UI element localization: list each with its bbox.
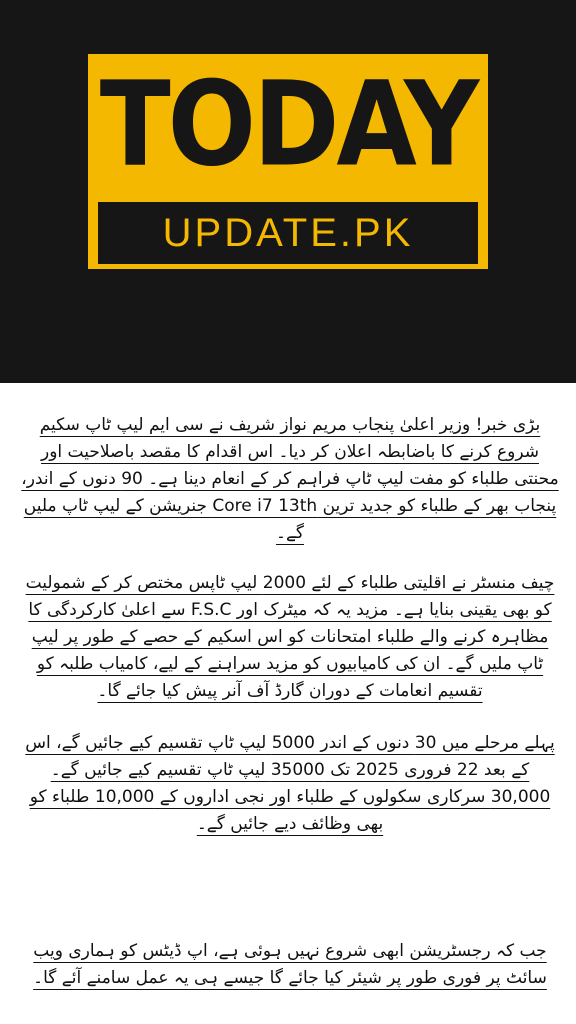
logo-subtitle: UPDATE.PK [162, 210, 414, 255]
article-paragraph-4: جب کہ رجسٹریشن ابھی شروع نہیں ہوئی ہے، اپ ڈیٹس کو ہماری ویب سائٹ پر فوری طور پر شیئر کیا جائے گا جیسے ہی یہ عمل سامنے آئے گا۔ [33, 941, 547, 988]
logo-title: TODAY [99, 55, 477, 193]
article-paragraph-3: پہلے مرحلے میں 30 دنوں کے اندر 5000 لیپ ٹاپ تقسیم کیے جائیں گے، اس کے بعد 22 فروری 2025 تک 35000 لیپ ٹاپ تقسیم کیے جائیں گے۔ 30,000 سرکاری سکولوں کے طلباء اور نجی اداروں کے 10,000 طلباء کو بھی وظائف دیے جائیں گے۔ [25, 733, 555, 834]
site-logo [88, 54, 488, 269]
logo-subtitle-box [98, 202, 478, 264]
article-paragraph-1: بڑی خبر! وزیر اعلیٰ پنجاب مریم نواز شریف نے سی ایم لیپ ٹاپ سکیم شروع کرنے کا باضابطہ اعلان کر دیا۔ اس اقدام کا مقصد باصلاحیت اور محنتی طلباء کو مفت لیپ ٹاپ فراہم کر کے انعام دینا ہے۔ 90 دنوں کے اندر، پنجاب بھر کے طلباء کو جدید ترین Core i7 13th جنریشن کے لیپ ٹاپ ملیں گے۔ [21, 415, 559, 543]
article-body [0, 383, 576, 1024]
header-banner [0, 0, 576, 383]
article-paragraph-2: چیف منسٹر نے اقلیتی طلباء کے لئے 2000 لیپ ٹاپس مختص کر کے شمولیت کو بھی یقینی بنایا ہے۔ مزید یہ کہ میٹرک اور F.S.C سے اعلیٰ کارکردگی کا مظاہرہ کرنے والے طلباء امتحانات کو اس اسکیم کے حصے کے طور پر لیپ ٹاپ ملیں گے۔ ان کی کامیابیوں کو مزید سراہنے کے لیے، کامیاب طلبہ کو تقسیم انعامات کے دوران گارڈ آف آنر پیش کیا جائے گا۔ [25, 573, 555, 701]
